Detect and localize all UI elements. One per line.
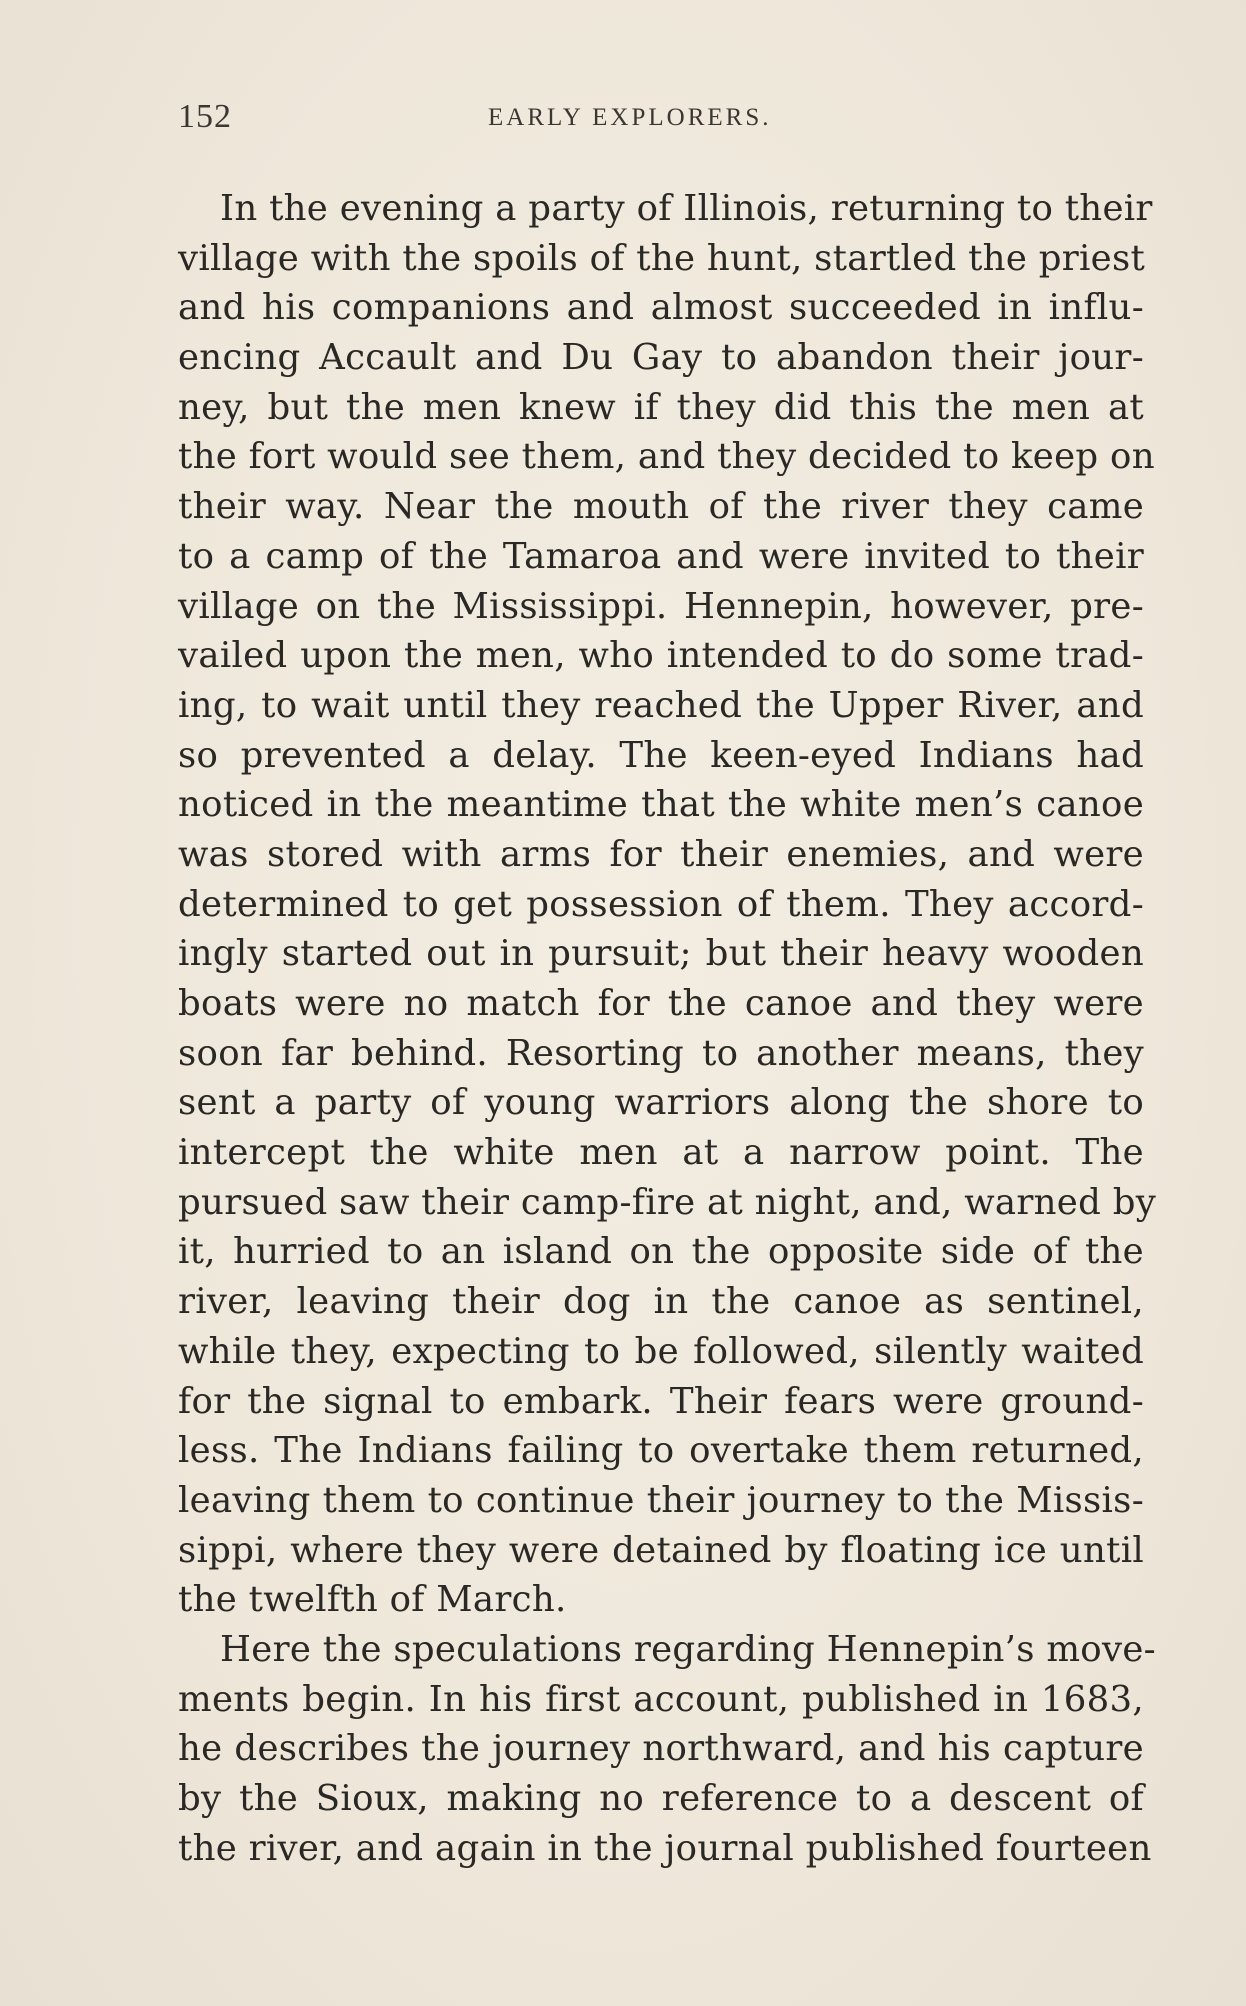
text-line: noticed in the meantime that the white men’s canoe xyxy=(178,784,1144,826)
text-line: soon far behind. Resorting to another means, they xyxy=(178,1032,1144,1074)
text-line: intercept the white men at a narrow point. The xyxy=(178,1132,1144,1174)
text-line: and his companions and almost succeeded in influ- xyxy=(178,287,1144,329)
text-line: it, hurried to an island on the opposite side of the xyxy=(178,1231,1144,1273)
text-line: village with the spoils of the hunt, startled the priest xyxy=(178,237,1146,279)
text-line: determined to get possession of them. They accord- xyxy=(178,883,1144,925)
text-line: sippi, where they were detained by floating ice until xyxy=(178,1529,1144,1571)
text-line: ney, but the men knew if they did this the men at xyxy=(178,386,1144,428)
text-line: boats were no match for the canoe and they were xyxy=(178,983,1144,1024)
text-line: pursued saw their camp-fire at night, and, warned by xyxy=(178,1181,1157,1223)
text-line: village on the Mississippi. Hennepin, however, pre- xyxy=(178,585,1144,627)
text-line: he describes the journey northward, and his capture xyxy=(178,1728,1144,1770)
body-text xyxy=(178,184,1157,1873)
text-line: ing, to wait until they reached the Upper River, and xyxy=(178,684,1144,726)
text-line: so prevented a delay. The keen-eyed Indians had xyxy=(178,734,1144,776)
text-line: by the Sioux, making no reference to a descent of xyxy=(178,1778,1144,1819)
text-line: for the signal to embark. Their fears were ground- xyxy=(178,1380,1144,1422)
text-line: leaving them to continue their journey to the Missis- xyxy=(178,1479,1144,1521)
text-line: less. The Indians failing to overtake them returned, xyxy=(178,1430,1144,1472)
text-line: the river, and again in the journal published fourteen xyxy=(178,1827,1152,1869)
running-head xyxy=(178,98,1144,142)
text-line: ments begin. In his first account, published in 1683, xyxy=(178,1678,1144,1720)
text-line: Here the speculations regarding Hennepin’s move- xyxy=(220,1628,1156,1670)
text-line: ingly started out in pursuit; but their heavy wooden xyxy=(178,933,1144,975)
text-line: to a camp of the Tamaroa and were invited to their xyxy=(178,535,1144,577)
text-line: river, leaving their dog in the canoe as sentinel, xyxy=(178,1281,1144,1323)
text-line: vailed upon the men, who intended to do some trad- xyxy=(178,635,1144,677)
text-line: the twelfth of March. xyxy=(178,1579,567,1621)
text-line: their way. Near the mouth of the river they came xyxy=(178,486,1144,528)
text-line: the fort would see them, and they decided to keep on xyxy=(178,436,1155,478)
text-line: while they, expecting to be followed, silently waited xyxy=(178,1330,1144,1372)
running-title: EARLY EXPLORERS. xyxy=(488,104,772,131)
page-number: 152 xyxy=(178,98,232,135)
text-line: was stored with arms for their enemies, and were xyxy=(178,833,1144,875)
text-line: sent a party of young warriors along the shore to xyxy=(178,1082,1144,1124)
text-line: In the evening a party of Illinois, returning to their xyxy=(220,188,1153,229)
text-line: encing Accault and Du Gay to abandon their jour- xyxy=(178,337,1144,379)
